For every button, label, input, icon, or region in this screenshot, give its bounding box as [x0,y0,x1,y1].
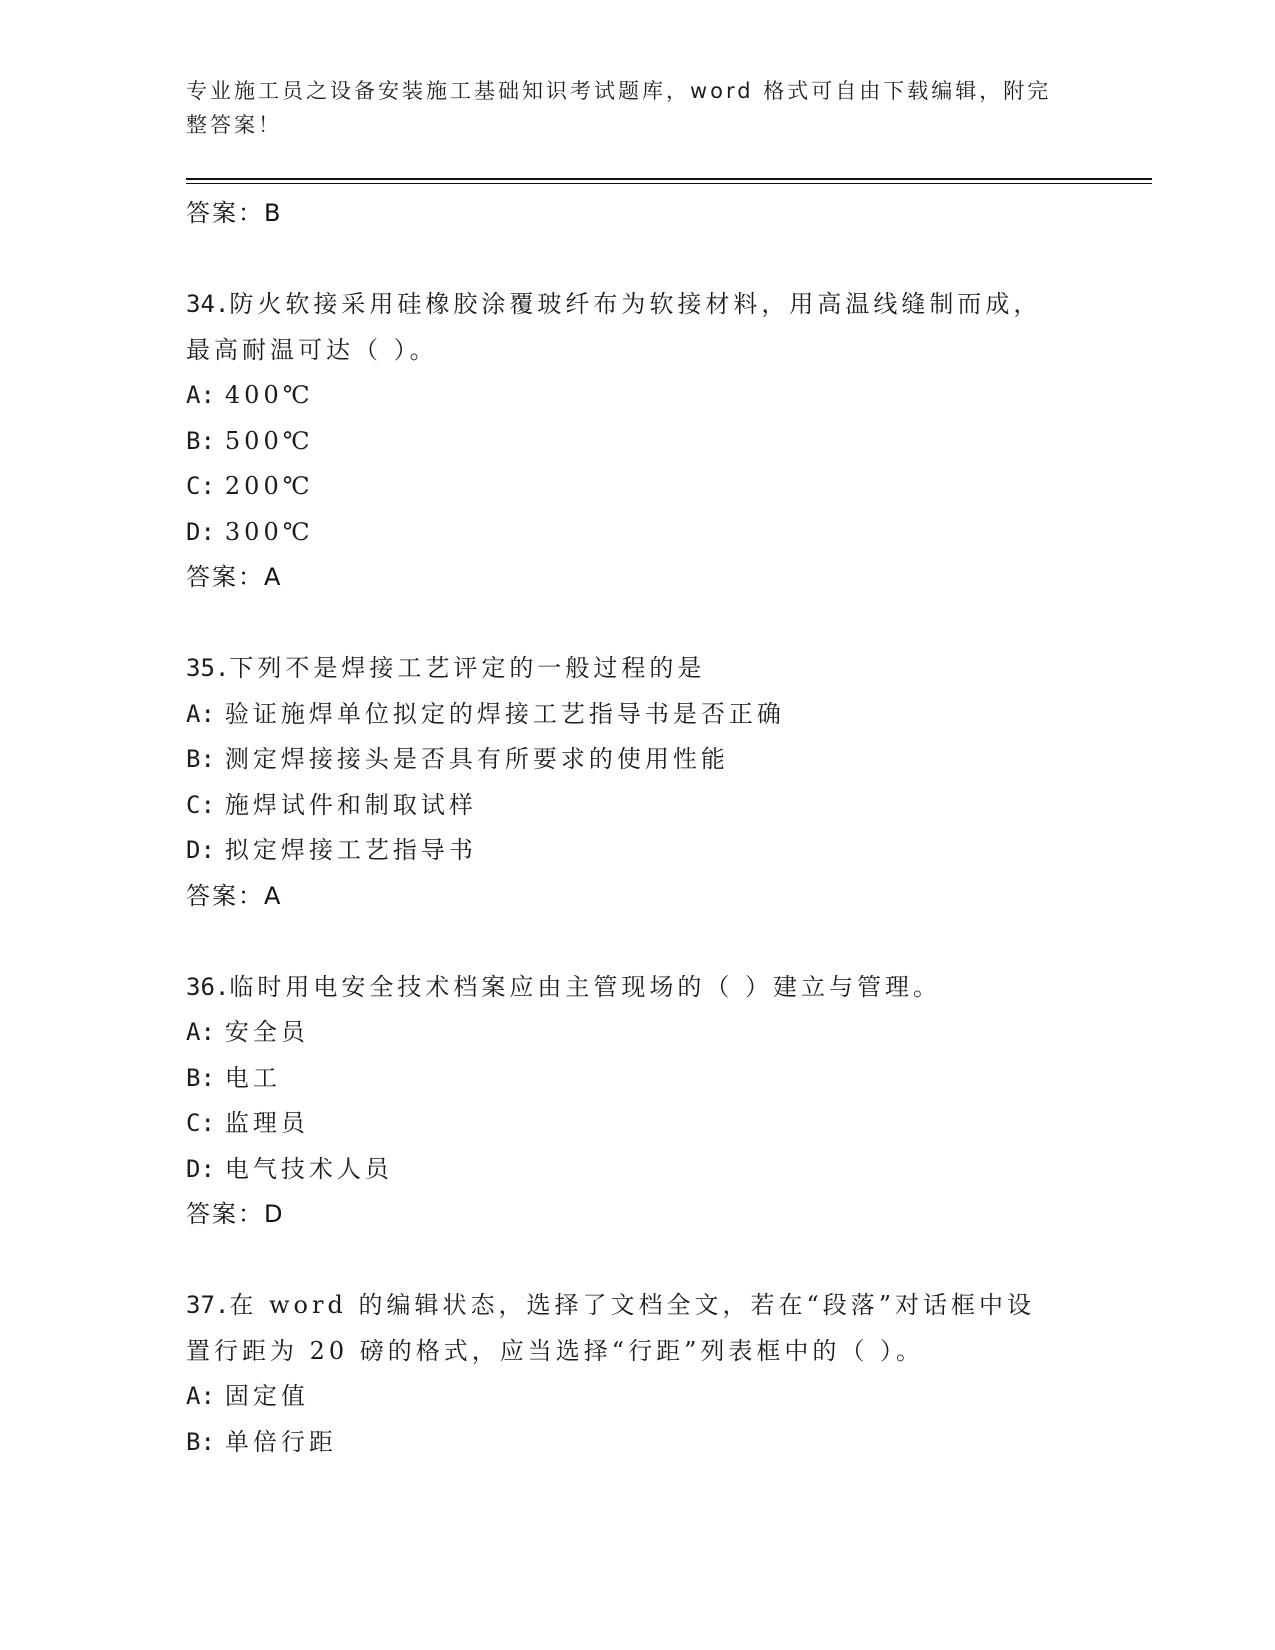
option-letter: D: [186,836,215,864]
option-c [186,1101,1146,1147]
header-rule-thick [186,178,1152,180]
option-d [186,510,1146,556]
option-c [186,464,1146,510]
header-line-1: 专业施工员之设备安装施工基础知识考试题库，word 格式可自由下载编辑，附完 [186,79,1052,103]
option-letter: A: [186,1018,215,1046]
question-content [186,191,1146,1465]
option-b [186,1420,1146,1466]
header-line-2: 整答案！ [186,113,282,137]
question-stem-line [186,965,1146,1011]
answer-line: 答案：A [186,881,283,910]
question-text: 下列不是焊接工艺评定的一般过程的是 [229,654,706,682]
previous-answer: 答案：B [186,199,283,227]
question-stem-line: 置行距为 20 磅的格式，应当选择“行距”列表框中的（ ）。 [186,1336,924,1365]
option-a [186,373,1146,419]
option-letter: C: [186,472,215,500]
question-stem-line: 最高耐温可达（ ）。 [186,335,438,364]
question-text: 在 word 的编辑状态，选择了文档全文，若在“段落”对话框中设 [229,1291,1035,1319]
option-text: 测定焊接接头是否具有所要求的使用性能 [224,745,729,773]
option-letter: D: [186,1154,215,1183]
spacer [186,237,1146,283]
question-37 [186,1283,1146,1465]
document-header [186,74,1066,142]
header-rule-thin [186,183,1152,184]
spacer [186,1238,1146,1284]
option-text: 400℃ [224,381,314,409]
answer-line: 答案：A [186,563,283,591]
question-number: 35. [186,654,230,682]
option-letter: B: [186,1063,215,1092]
question-number: 37. [186,1291,230,1319]
option-d [186,1147,1146,1193]
question-number: 36. [186,972,230,1001]
option-a [186,1374,1146,1420]
option-a [186,692,1146,738]
option-text: 电工 [224,1063,281,1092]
option-letter: B: [186,745,215,773]
question-text: 防火软接采用硅橡胶涂覆玻纤布为软接材料，用高温线缝制而成， [229,290,1042,318]
option-text: 验证施焊单位拟定的焊接工艺指导书是否正确 [224,699,785,728]
option-a [186,1010,1146,1056]
option-b [186,419,1146,465]
option-text: 固定值 [224,1382,309,1410]
option-letter: D: [186,517,215,546]
option-letter: A: [186,699,215,728]
option-text: 200℃ [224,472,314,500]
option-text: 电气技术人员 [224,1154,393,1183]
option-text: 500℃ [224,426,314,455]
question-stem-line [186,646,1146,692]
option-b [186,1056,1146,1102]
option-b [186,737,1146,783]
option-letter: B: [186,426,215,455]
option-letter: C: [186,790,215,819]
option-text: 300℃ [224,517,314,546]
spacer [186,601,1146,647]
option-d [186,828,1146,874]
question-number: 34. [186,290,230,318]
option-text: 监理员 [224,1109,309,1137]
spacer [186,919,1146,965]
option-letter: A: [186,1382,215,1410]
option-text: 拟定焊接工艺指导书 [224,836,477,864]
answer-line: 答案：D [186,1200,285,1228]
question-stem-line [186,1283,1146,1329]
question-text: 临时用电安全技术档案应由主管现场的（ ）建立与管理。 [229,972,941,1001]
option-letter: B: [186,1427,215,1456]
option-text: 施焊试件和制取试样 [224,790,477,819]
question-stem-line [186,282,1146,328]
option-letter: A: [186,381,215,409]
option-text: 单倍行距 [224,1427,337,1456]
question-34 [186,282,1146,601]
question-36 [186,965,1146,1238]
option-c [186,783,1146,829]
option-text: 安全员 [224,1018,309,1046]
question-35 [186,646,1146,919]
option-letter: C: [186,1109,215,1137]
